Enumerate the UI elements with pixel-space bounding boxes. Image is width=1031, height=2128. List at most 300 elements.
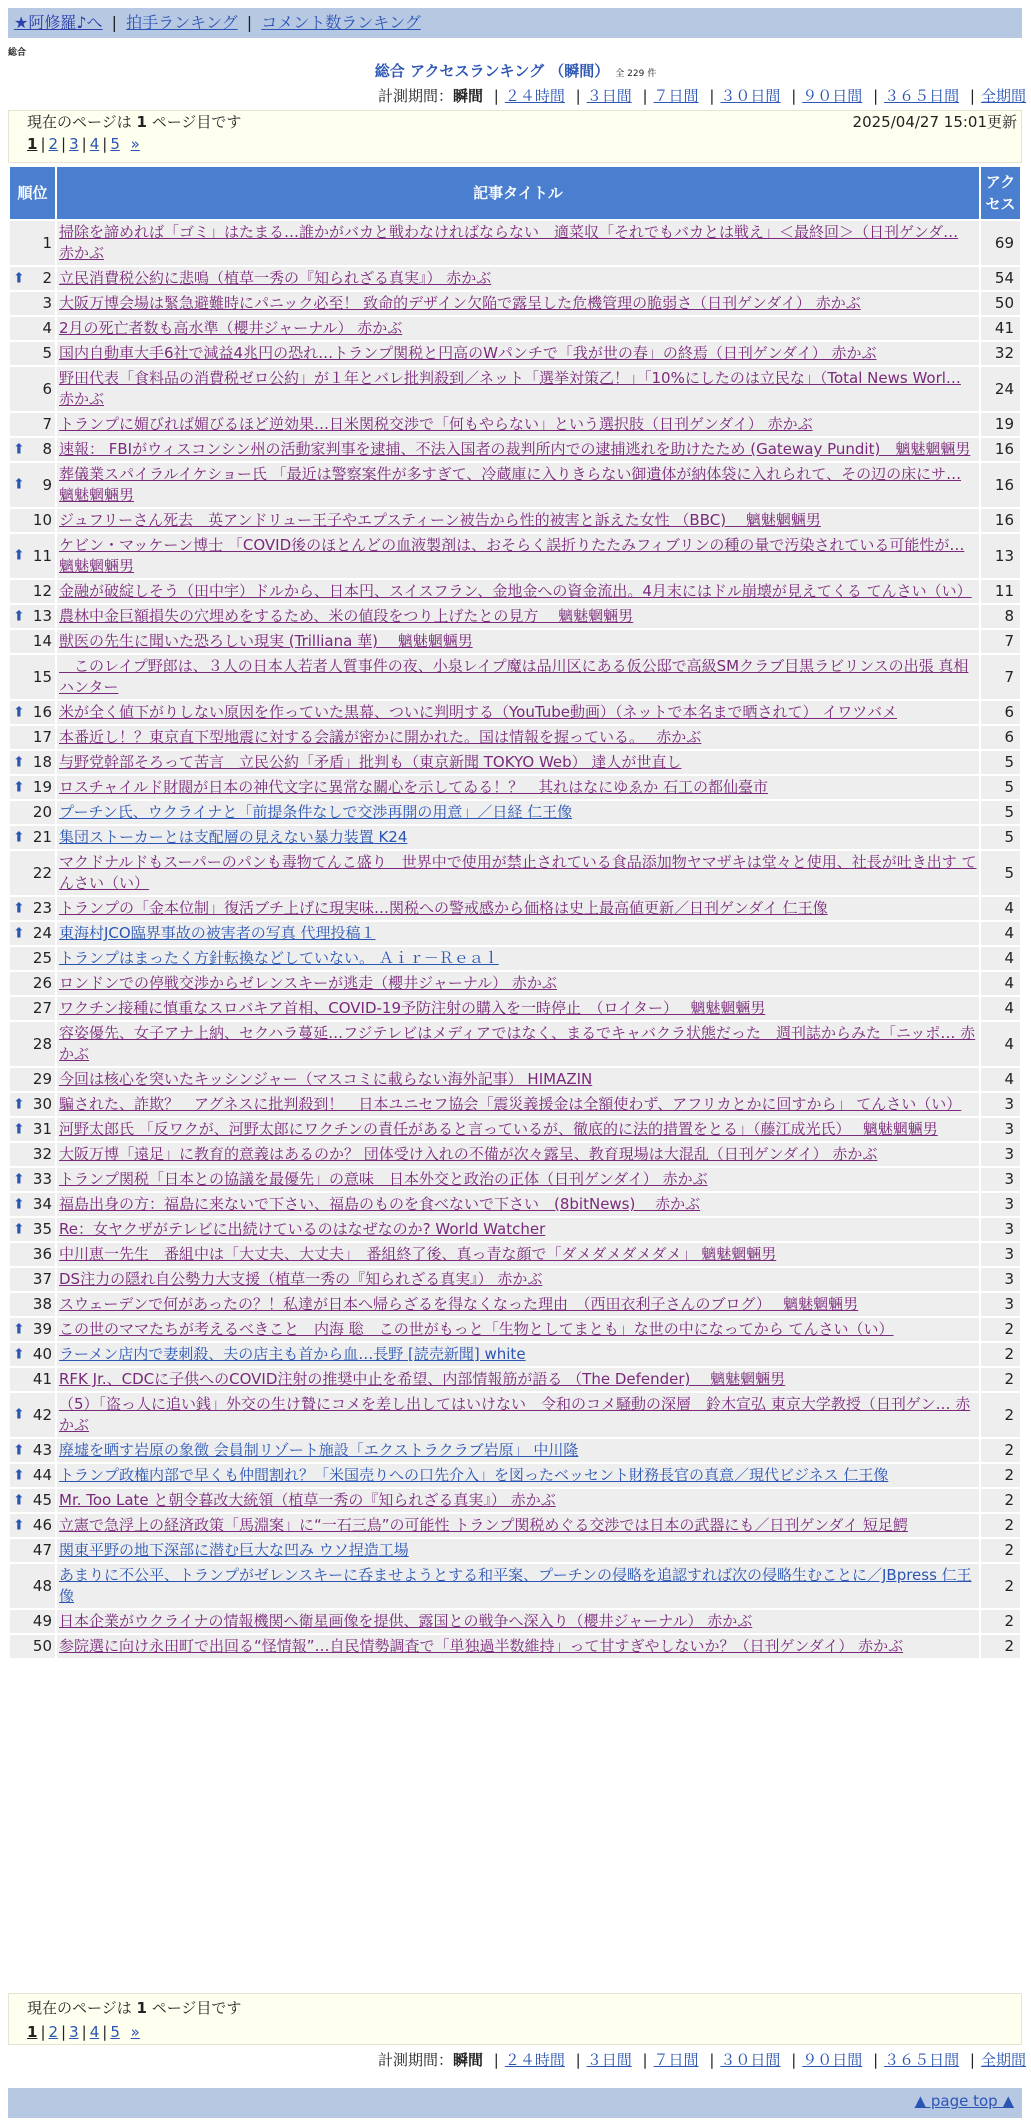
title-cell — [57, 1564, 979, 1608]
article-link[interactable]: ケビン・マッケーン博士 「COVID後のほとんどの血液製剤は、おそらく誤折りたたみフィブリンの種の量で汚染されている可能性が… 魑魅魍魎男 — [59, 536, 965, 575]
article-link[interactable]: 掃除を諦めれば「ゴミ」はたまる…誰かがバカと戦わなければならない 適菜収「それでもバカとは戦え」＜最終回＞（日刊ゲンダ… 赤かぶ — [59, 223, 959, 262]
nav-separator: | — [111, 13, 118, 32]
period-option-30d[interactable]: ３０日間 — [720, 87, 781, 105]
rank-number: 30 — [32, 1095, 52, 1113]
period-option-365d[interactable]: ３６５日間 — [884, 87, 960, 105]
rank-cell — [10, 317, 55, 340]
table-row — [10, 1118, 1020, 1141]
article-link[interactable]: トランプの「金本位制」復活ブチ上げに現実味…関税への警戒感から価格は史上最高値更新／日刊ゲンダイ 仁王像 — [59, 899, 828, 917]
table-row — [10, 751, 1020, 774]
table-row — [10, 826, 1020, 849]
table-row — [10, 997, 1020, 1020]
access-count: 5 — [981, 801, 1020, 824]
article-link[interactable]: 2月の死亡者数も高水準（櫻井ジャーナル） 赤かぶ — [59, 319, 403, 337]
pager-page-5[interactable]: 5 — [110, 135, 120, 153]
rank-number: 44 — [32, 1466, 52, 1484]
rank-up-arrow-icon: ⬆ — [13, 1321, 25, 1337]
rank-cell — [10, 509, 55, 532]
rank-cell — [10, 897, 55, 920]
access-count: 13 — [981, 534, 1020, 578]
rank-cell — [10, 1293, 55, 1316]
title-cell — [57, 1093, 979, 1116]
pager-page-4[interactable]: 4 — [89, 2023, 100, 2041]
rank-number: 27 — [32, 999, 52, 1017]
pager-page-2[interactable]: 2 — [48, 135, 59, 153]
article-link[interactable]: 立憲で急浮上の経済政策「馬淵案」に“一石三鳥”の可能性 トランプ関税めぐる交渉では日本の武器にも／日刊ゲンダイ 短足鰐 — [59, 1516, 908, 1534]
access-count: 3 — [981, 1168, 1020, 1191]
access-count: 2 — [981, 1318, 1020, 1341]
title-cell — [57, 1635, 979, 1658]
rank-number: 35 — [32, 1220, 52, 1238]
rank-number: 5 — [42, 344, 52, 362]
access-count: 3 — [981, 1118, 1020, 1141]
title-cell — [57, 1368, 979, 1391]
access-count: 6 — [981, 726, 1020, 749]
page-info-prefix: 現在のページは — [27, 113, 132, 131]
period-option-365d[interactable]: ３６５日間 — [884, 2051, 960, 2069]
category-label: 総合 — [8, 48, 27, 58]
article-link[interactable]: ジュフリーさん死去 英アンドリュー王子やエプスティーン被告から性的被害と訴えた女性 （BBC) 魑魅魍魎男 — [59, 511, 821, 529]
applause-ranking-link[interactable]: 拍手ランキング — [126, 13, 238, 32]
rank-cell — [10, 292, 55, 315]
rank-number: 15 — [32, 667, 52, 686]
rank-number: 26 — [32, 974, 52, 992]
title-cell — [57, 463, 979, 507]
rank-number: 46 — [32, 1516, 52, 1534]
rank-up-arrow-icon: ⬆ — [13, 925, 25, 941]
title-cell — [57, 221, 979, 265]
access-count: 3 — [981, 1093, 1020, 1116]
rank-cell — [10, 1464, 55, 1487]
rank-number: 19 — [32, 778, 52, 796]
rank-number: 34 — [32, 1195, 52, 1213]
title-cell — [57, 972, 979, 995]
article-link[interactable]: Mr. Too Late と朝令暮改大統領（植草一秀の『知られざる真実』） 赤かぶ — [59, 1491, 556, 1509]
table-row — [10, 221, 1020, 265]
page-info-num: 1 — [136, 1999, 147, 2017]
table-row — [10, 851, 1020, 895]
rank-number: 42 — [32, 1405, 52, 1424]
access-count: 2 — [981, 1610, 1020, 1633]
rank-up-arrow-icon: ⬆ — [13, 1096, 25, 1112]
access-count: 4 — [981, 897, 1020, 920]
title-cell — [57, 1168, 979, 1191]
table-row — [10, 1168, 1020, 1191]
rank-number: 47 — [32, 1541, 52, 1559]
pager-top: 1 | 2 | 3 | 4 | 5 » — [27, 135, 140, 153]
access-count: 32 — [981, 342, 1020, 365]
rank-cell — [10, 1268, 55, 1291]
page-title — [0, 60, 1031, 81]
table-row — [10, 438, 1020, 461]
updated-time: 2025/04/27 15:01更新 — [852, 113, 1017, 131]
access-count: 4 — [981, 997, 1020, 1020]
rank-cell — [10, 1318, 55, 1341]
table-row — [10, 1268, 1020, 1291]
pager-page-3[interactable]: 3 — [69, 135, 79, 153]
article-link[interactable]: 河野太郎氏 「反ワクが、河野太郎にワクチンの責任があると言っているが、徹底的に法的措置をとる」（藤江成光氏） 魑魅魍魎男 — [59, 1120, 938, 1138]
table-row — [10, 947, 1020, 970]
period-option-90d[interactable]: ９０日間 — [802, 87, 863, 105]
title-cell — [57, 438, 979, 461]
title-cell — [57, 1218, 979, 1241]
period-option-7d[interactable]: ７日間 — [653, 87, 699, 105]
rank-number: 28 — [32, 1034, 52, 1053]
title-cell — [57, 1439, 979, 1462]
rank-number: 23 — [32, 899, 52, 917]
period-option-3d[interactable]: ３日間 — [586, 87, 632, 105]
rank-number: 25 — [32, 949, 52, 967]
rank-number: 38 — [32, 1295, 52, 1313]
article-link[interactable]: 参院選に向け永田町で出回る“怪情報”…自民情勢調査で「単独過半数維持」って甘すぎやしないか？（日刊ゲンダイ） 赤かぶ — [59, 1637, 904, 1655]
rank-cell — [10, 751, 55, 774]
table-row — [10, 1243, 1020, 1266]
access-count: 4 — [981, 1022, 1020, 1066]
table-row — [10, 267, 1020, 290]
table-row — [10, 1610, 1020, 1633]
period-current: 瞬間 — [452, 2051, 483, 2069]
access-count: 4 — [981, 1068, 1020, 1091]
title-cell — [57, 776, 979, 799]
rank-up-arrow-icon: ⬆ — [13, 1221, 25, 1237]
table-row — [10, 367, 1020, 411]
rank-number: 11 — [32, 546, 52, 565]
rank-up-arrow-icon: ⬆ — [13, 608, 25, 624]
access-count: 3 — [981, 1143, 1020, 1166]
title-cell — [57, 1539, 979, 1562]
article-link[interactable]: このレイプ野郎は、３人の日本人若者人質事件の夜、小泉レイプ魔は品川区にある仮公邸で高級SMクラブ目黒ラビリンスの出張 真相ハンター — [59, 657, 969, 696]
title-cell — [57, 1514, 979, 1537]
ranking-table — [8, 165, 1022, 1660]
rank-up-arrow-icon: ⬆ — [13, 900, 25, 916]
title-cell — [57, 997, 979, 1020]
title-cell — [57, 367, 979, 411]
title-cell — [57, 801, 979, 824]
access-count: 3 — [981, 1218, 1020, 1241]
table-row — [10, 972, 1020, 995]
article-link[interactable]: 集団ストーカーとは支配層の見えない暴力装置 K24 — [59, 828, 408, 846]
pager-page-5[interactable]: 5 — [110, 2023, 120, 2041]
article-link[interactable]: 米が全く値下がりしない原因を作っていた黒幕、ついに判明する（YouTube動画）（ネットで本名まで晒されて） イワツバメ — [59, 703, 897, 721]
article-link[interactable]: 関東平野の地下深部に潜む巨大な凹み ウソ捏造工場 — [59, 1541, 409, 1559]
rank-number: 2 — [42, 269, 52, 287]
pager-next[interactable]: » — [130, 135, 140, 153]
article-link[interactable]: 立民消費税公約に悲鳴（植草一秀の『知られざる真実』） 赤かぶ — [59, 269, 492, 287]
rank-cell — [10, 630, 55, 653]
total-count: 全 229 件 — [615, 69, 657, 79]
period-selector-bottom: 計測期間：瞬間 | ２４時間 | ３日間 | ７日間 | ３０日間 | ９０日間 | ３６５日間 | 全期間 — [377, 2051, 1026, 2069]
pager-page-2[interactable]: 2 — [48, 2023, 59, 2041]
access-count: 2 — [981, 1539, 1020, 1562]
rank-cell — [10, 221, 55, 265]
access-count: 5 — [981, 851, 1020, 895]
title-cell — [57, 342, 979, 365]
article-link[interactable]: 日本企業がウクライナの情報機関へ衛星画像を提供、露国との戦争へ深入り（櫻井ジャーナル） 赤かぶ — [59, 1612, 753, 1630]
pager-current: 1 — [27, 2023, 38, 2041]
rank-number: 39 — [32, 1320, 52, 1338]
rank-cell — [10, 1068, 55, 1091]
rank-cell — [10, 1168, 55, 1191]
title-cell — [57, 1243, 979, 1266]
article-link[interactable]: 大阪万博「遠足」に教育的意義はあるのか？ 団体受け入れの不備が次々露呈、教育現場は大混乱（日刊ゲンダイ） 赤かぶ — [59, 1145, 878, 1163]
article-link[interactable]: トランプ政権内部で早くも仲間割れ？「米国売りへの口先介入」を図ったベッセント財務長官の真意／現代ビジネス 仁王像 — [59, 1466, 889, 1484]
access-count: 54 — [981, 267, 1020, 290]
title-cell — [57, 605, 979, 628]
article-link[interactable]: Re：女ヤクザがテレビに出続けているのはなぜなのか? World Watcher — [59, 1220, 546, 1238]
header-title: 記事タイトル — [57, 167, 979, 219]
title-cell — [57, 1489, 979, 1512]
title-cell — [57, 1293, 979, 1316]
rank-up-arrow-icon: ⬆ — [13, 1346, 25, 1362]
period-option-all[interactable]: 全期間 — [980, 2051, 1026, 2069]
access-count: 5 — [981, 826, 1020, 849]
table-row — [10, 1539, 1020, 1562]
rank-up-arrow-icon: ⬆ — [13, 1196, 25, 1212]
article-link[interactable]: （5）「盗っ人に追い銭」外交の生け贄にコメを差し出してはいけない 令和のコメ騒動の深層 鈴木宣弘 東京大学教授（日刊ゲン… 赤かぶ — [59, 1395, 971, 1434]
table-row — [10, 801, 1020, 824]
title-cell — [57, 292, 979, 315]
title-cell — [57, 1318, 979, 1341]
period-option-all[interactable]: 全期間 — [980, 87, 1026, 105]
title-cell — [57, 1393, 979, 1437]
rank-number: 21 — [32, 828, 52, 846]
rank-up-arrow-icon: ⬆ — [13, 270, 25, 286]
title-cell — [57, 509, 979, 532]
rank-cell — [10, 342, 55, 365]
article-link[interactable]: ラーメン店内で妻刺殺、夫の店主も首から血…長野 [読売新聞] white — [59, 1345, 526, 1363]
table-row — [10, 897, 1020, 920]
article-link[interactable]: トランプはまったく方針転換などしていない。 Ａｉｒ－Ｒｅａｌ — [59, 949, 499, 967]
table-row — [10, 630, 1020, 653]
title-cell — [57, 1343, 979, 1366]
title-cell — [57, 655, 979, 699]
rank-cell — [10, 605, 55, 628]
rank-cell — [10, 947, 55, 970]
rank-cell — [10, 438, 55, 461]
title-cell — [57, 947, 979, 970]
article-link[interactable]: 与野党幹部そろって苦言 立民公約「矛盾」批判も（東京新聞 TOKYO Web） 達人が世直し — [59, 753, 682, 771]
page-top-link[interactable]: ▲ page top ▲ — [914, 2092, 1014, 2110]
article-link[interactable]: 速報： FBIがウィスコンシン州の活動家判事を逮捕、不法入国者の裁判所内での逮捕逃れを助けたため (Gateway Pundit) 魑魅魍魎男 — [59, 440, 971, 458]
period-label: 計測期間： — [377, 87, 453, 105]
header-access: アクセス — [981, 167, 1020, 219]
rank-number: 49 — [32, 1612, 52, 1630]
table-row — [10, 1293, 1020, 1316]
rank-up-arrow-icon: ⬆ — [13, 704, 25, 720]
table-row — [10, 1143, 1020, 1166]
rank-cell — [10, 655, 55, 699]
period-option-24h[interactable]: ２４時間 — [504, 87, 565, 105]
access-count: 19 — [981, 413, 1020, 436]
rank-number: 29 — [32, 1070, 52, 1088]
period-selector-top: 計測期間：瞬間 | ２４時間 | ３日間 | ７日間 | ３０日間 | ９０日間 | ３６５日間 | 全期間 — [377, 87, 1026, 105]
rank-cell — [10, 367, 55, 411]
rank-cell — [10, 1489, 55, 1512]
table-row — [10, 1318, 1020, 1341]
article-link[interactable]: 騙された、詐欺？ アグネスに批判殺到！ 日本ユニセフ協会「震災義援金は全額使わず、アフリカとかに回すから」 てんさい（い） — [59, 1095, 962, 1113]
title-cell — [57, 1193, 979, 1216]
comment-ranking-link[interactable]: コメント数ランキング — [261, 13, 421, 32]
access-count: 4 — [981, 922, 1020, 945]
table-row — [10, 1393, 1020, 1437]
article-link[interactable]: トランプ関税「日本との協議を最優先」の意味 日本外交と政治の正体（日刊ゲンダイ） 赤かぶ — [59, 1170, 708, 1188]
pager-bottom: 1 | 2 | 3 | 4 | 5 » — [27, 2023, 140, 2041]
title-cell — [57, 751, 979, 774]
rank-up-arrow-icon: ⬆ — [13, 779, 25, 795]
access-count: 4 — [981, 947, 1020, 970]
period-option-7d[interactable]: ７日間 — [653, 2051, 699, 2069]
table-row — [10, 534, 1020, 578]
article-link[interactable]: 本番近し！？東京直下型地震に対する会議が密かに開かれた。国は情報を握っている。 赤かぶ — [59, 728, 702, 746]
article-link[interactable]: 東海村JCO臨界事故の被害者の写真 代理投稿１ — [59, 924, 376, 942]
access-count: 7 — [981, 655, 1020, 699]
rank-number: 14 — [32, 632, 52, 650]
rank-number: 10 — [32, 511, 52, 529]
rank-number: 4 — [42, 319, 52, 337]
table-row — [10, 1439, 1020, 1462]
rank-cell — [10, 922, 55, 945]
access-count: 2 — [981, 1464, 1020, 1487]
rank-cell — [10, 1564, 55, 1608]
access-count: 11 — [981, 580, 1020, 603]
access-count: 7 — [981, 630, 1020, 653]
access-count: 2 — [981, 1368, 1020, 1391]
rank-cell — [10, 534, 55, 578]
rank-up-arrow-icon: ⬆ — [13, 547, 25, 564]
article-link[interactable]: 金融が破綻しそう（田中宇）ドルから、日本円、スイスフラン、金地金への資金流出。4月末にはドル崩壊が見えてくる てんさい（い） — [59, 582, 972, 600]
article-link[interactable]: 大阪万博会場は緊急避難時にパニック必至！ 致命的デザイン欠陥で露呈した危機管理の脆弱さ（日刊ゲンダイ） 赤かぶ — [59, 294, 861, 312]
bottom-bar — [8, 2088, 1022, 2118]
rank-cell — [10, 1118, 55, 1141]
pager-page-4[interactable]: 4 — [89, 135, 100, 153]
top-nav-bar — [8, 8, 1022, 38]
page-info-prefix: 現在のページは — [27, 1999, 132, 2017]
title-cell — [57, 701, 979, 724]
rank-cell — [10, 1193, 55, 1216]
article-link[interactable]: トランプに媚びれば媚びるほど逆効果…日米関税交渉で「何もやらない」という選択肢（日刊ゲンダイ） 赤かぶ — [59, 415, 813, 433]
rank-cell — [10, 1022, 55, 1066]
title-cell — [57, 630, 979, 653]
access-count: 50 — [981, 292, 1020, 315]
rank-cell — [10, 776, 55, 799]
rank-number: 50 — [32, 1637, 52, 1655]
page-info-bottom — [8, 1993, 1022, 2045]
article-link[interactable]: 野田代表「食料品の消費税ゼロ公約」が１年とバレ批判殺到／ネット「選挙対策乙！」「10%にしたのは立民な」（Total News Worl… 赤かぶ — [59, 369, 961, 408]
rank-up-arrow-icon: ⬆ — [13, 1517, 25, 1533]
article-link[interactable]: 葬儀業スパイラルイケショー氏 「最近は警察案件が多すぎて、冷蔵庫に入りきらない御遺体が納体袋に入れられて、その辺の床にサ… 魑魅魍魎男 — [59, 465, 962, 504]
rank-cell — [10, 1514, 55, 1537]
title-cell — [57, 1610, 979, 1633]
rank-up-arrow-icon: ⬆ — [13, 754, 25, 770]
rank-cell — [10, 1243, 55, 1266]
title-cell — [57, 580, 979, 603]
rank-number: 6 — [42, 379, 52, 398]
title-cell — [57, 1464, 979, 1487]
rank-cell — [10, 580, 55, 603]
title-cell — [57, 851, 979, 895]
rank-cell — [10, 267, 55, 290]
rank-number: 33 — [32, 1170, 52, 1188]
rank-up-arrow-icon: ⬆ — [13, 441, 25, 457]
header-rank: 順位 — [10, 167, 55, 219]
title-cell — [57, 726, 979, 749]
table-row — [10, 1464, 1020, 1487]
table-row — [10, 605, 1020, 628]
period-option-3d[interactable]: ３日間 — [586, 2051, 632, 2069]
article-link[interactable]: 国内自動車大手6社で減益4兆円の恐れ…トランプ関税と円高のWパンチで「我が世の春」の終焉（日刊ゲンダイ） 赤かぶ — [59, 344, 877, 362]
rank-number: 48 — [32, 1576, 52, 1595]
table-row — [10, 1564, 1020, 1608]
article-link[interactable]: ロンドンでの停戦交渉からゼレンスキーが逃走（櫻井ジャーナル） 赤かぶ — [59, 974, 557, 992]
page-info-suffix: ページ目です — [151, 1999, 242, 2017]
article-link[interactable]: 福島出身の方：福島に来ないで下さい、福島のものを食べないで下さい (8bitNews) 赤かぶ — [59, 1195, 701, 1213]
access-count: 5 — [981, 776, 1020, 799]
period-option-90d[interactable]: ９０日間 — [802, 2051, 863, 2069]
title-cell — [57, 267, 979, 290]
home-link[interactable]: ★阿修羅♪へ — [14, 13, 103, 32]
article-link[interactable]: DS注力の隠れ自公勢力大支援（植草一秀の『知られざる真実』） 赤かぶ — [59, 1270, 543, 1288]
article-link[interactable]: マクドナルドもスーパーのパンも毒物てんこ盛り 世界中で使用が禁止されている食品添加物ヤマザキは堂々と使用、社長が吐き出す てんさい（い） — [59, 853, 977, 892]
page-info-num: 1 — [136, 113, 147, 131]
period-option-30d[interactable]: ３０日間 — [720, 2051, 781, 2069]
title-cell — [57, 922, 979, 945]
page-info-top — [8, 110, 1022, 163]
article-link[interactable]: ワクチン接種に慎重なスロバキア首相、COVID-19予防注射の購入を一時停止 （ロイター） 魑魅魍魎男 — [59, 999, 766, 1017]
article-link[interactable]: RFK Jr.、CDCに子供へのCOVID注射の推奨中止を希望、内部情報筋が語る （The Defender) 魑魅魍魎男 — [59, 1370, 786, 1388]
table-row — [10, 655, 1020, 699]
access-count: 4 — [981, 972, 1020, 995]
rank-number: 13 — [32, 607, 52, 625]
article-link[interactable]: スウェーデンで何があったの？！私達が日本へ帰らざるを得なくなった理由 （西田衣利子さんのブログ） 魑魅魍魎男 — [59, 1295, 859, 1313]
article-link[interactable]: プーチン氏、ウクライナと「前提条件なしで交渉再開の用意」／日経 仁王像 — [59, 803, 573, 821]
article-link[interactable]: 今回は核心を突いたキッシンジャー（マスコミに載らない海外記事） HIMAZIN — [59, 1070, 593, 1088]
access-count: 3 — [981, 1193, 1020, 1216]
nav-separator: | — [246, 13, 253, 32]
table-row — [10, 1489, 1020, 1512]
pager-next[interactable]: » — [130, 2023, 140, 2041]
rank-cell — [10, 1218, 55, 1241]
rank-number: 16 — [32, 703, 52, 721]
pager-page-3[interactable]: 3 — [69, 2023, 79, 2041]
rank-number: 22 — [32, 863, 52, 882]
article-link[interactable]: 容姿優先、女子アナ上納、セクハラ蔓延…フジテレビはメディアではなく、まるでキャバクラ状態だった 週刊誌からみた「ニッポ… 赤かぶ — [59, 1024, 976, 1063]
rank-up-arrow-icon: ⬆ — [13, 1492, 25, 1508]
rank-number: 8 — [42, 440, 52, 458]
article-link[interactable]: 廃墟を晒す岩原の象徴 会員制リゾート施設「エクストラクラブ岩原」 中川隆 — [59, 1441, 579, 1459]
period-option-24h[interactable]: ２４時間 — [504, 2051, 565, 2069]
article-link[interactable]: この世のママたちが考えるべきこと 内海 聡 この世がもっと「生物としてまとも」な世の中になってから てんさい（い） — [59, 1320, 894, 1338]
article-link[interactable]: あまりに不公平、トランプがゼレンスキーに呑ませようとする和平案、プーチンの侵略を追認すれば次の侵略生むことに／JBpress 仁王像 — [59, 1566, 972, 1605]
rank-up-arrow-icon: ⬆ — [13, 1406, 25, 1423]
rank-cell — [10, 726, 55, 749]
period-current: 瞬間 — [452, 87, 483, 105]
article-link[interactable]: 農林中金巨額損失の穴埋めをするため、米の値段をつり上げたとの見方 魑魅魍魎男 — [59, 607, 634, 625]
access-count: 5 — [981, 751, 1020, 774]
title-cell — [57, 534, 979, 578]
rank-number: 37 — [32, 1270, 52, 1288]
table-row — [10, 1193, 1020, 1216]
rank-number: 40 — [32, 1345, 52, 1363]
rank-cell — [10, 701, 55, 724]
page-title-text: 総合 アクセスランキング （瞬間） — [374, 62, 610, 80]
rank-cell — [10, 1093, 55, 1116]
article-link[interactable]: 獣医の先生に聞いた恐ろしい現実 (Trilliana 華) 魑魅魍魎男 — [59, 632, 473, 650]
table-row — [10, 463, 1020, 507]
article-link[interactable]: 中川恵一先生 番組中は「大丈夫、大丈夫」 番組終了後、真っ青な顔で「ダメダメダメダメ」 魑魅魍魎男 — [59, 1245, 777, 1263]
access-count: 2 — [981, 1564, 1020, 1608]
article-link[interactable]: ロスチャイルド財閥が日本の神代文字に異常な關心を示してゐる！？ 其れはなにゆゑか 石工の都仙臺市 — [59, 778, 769, 796]
access-count: 3 — [981, 1293, 1020, 1316]
